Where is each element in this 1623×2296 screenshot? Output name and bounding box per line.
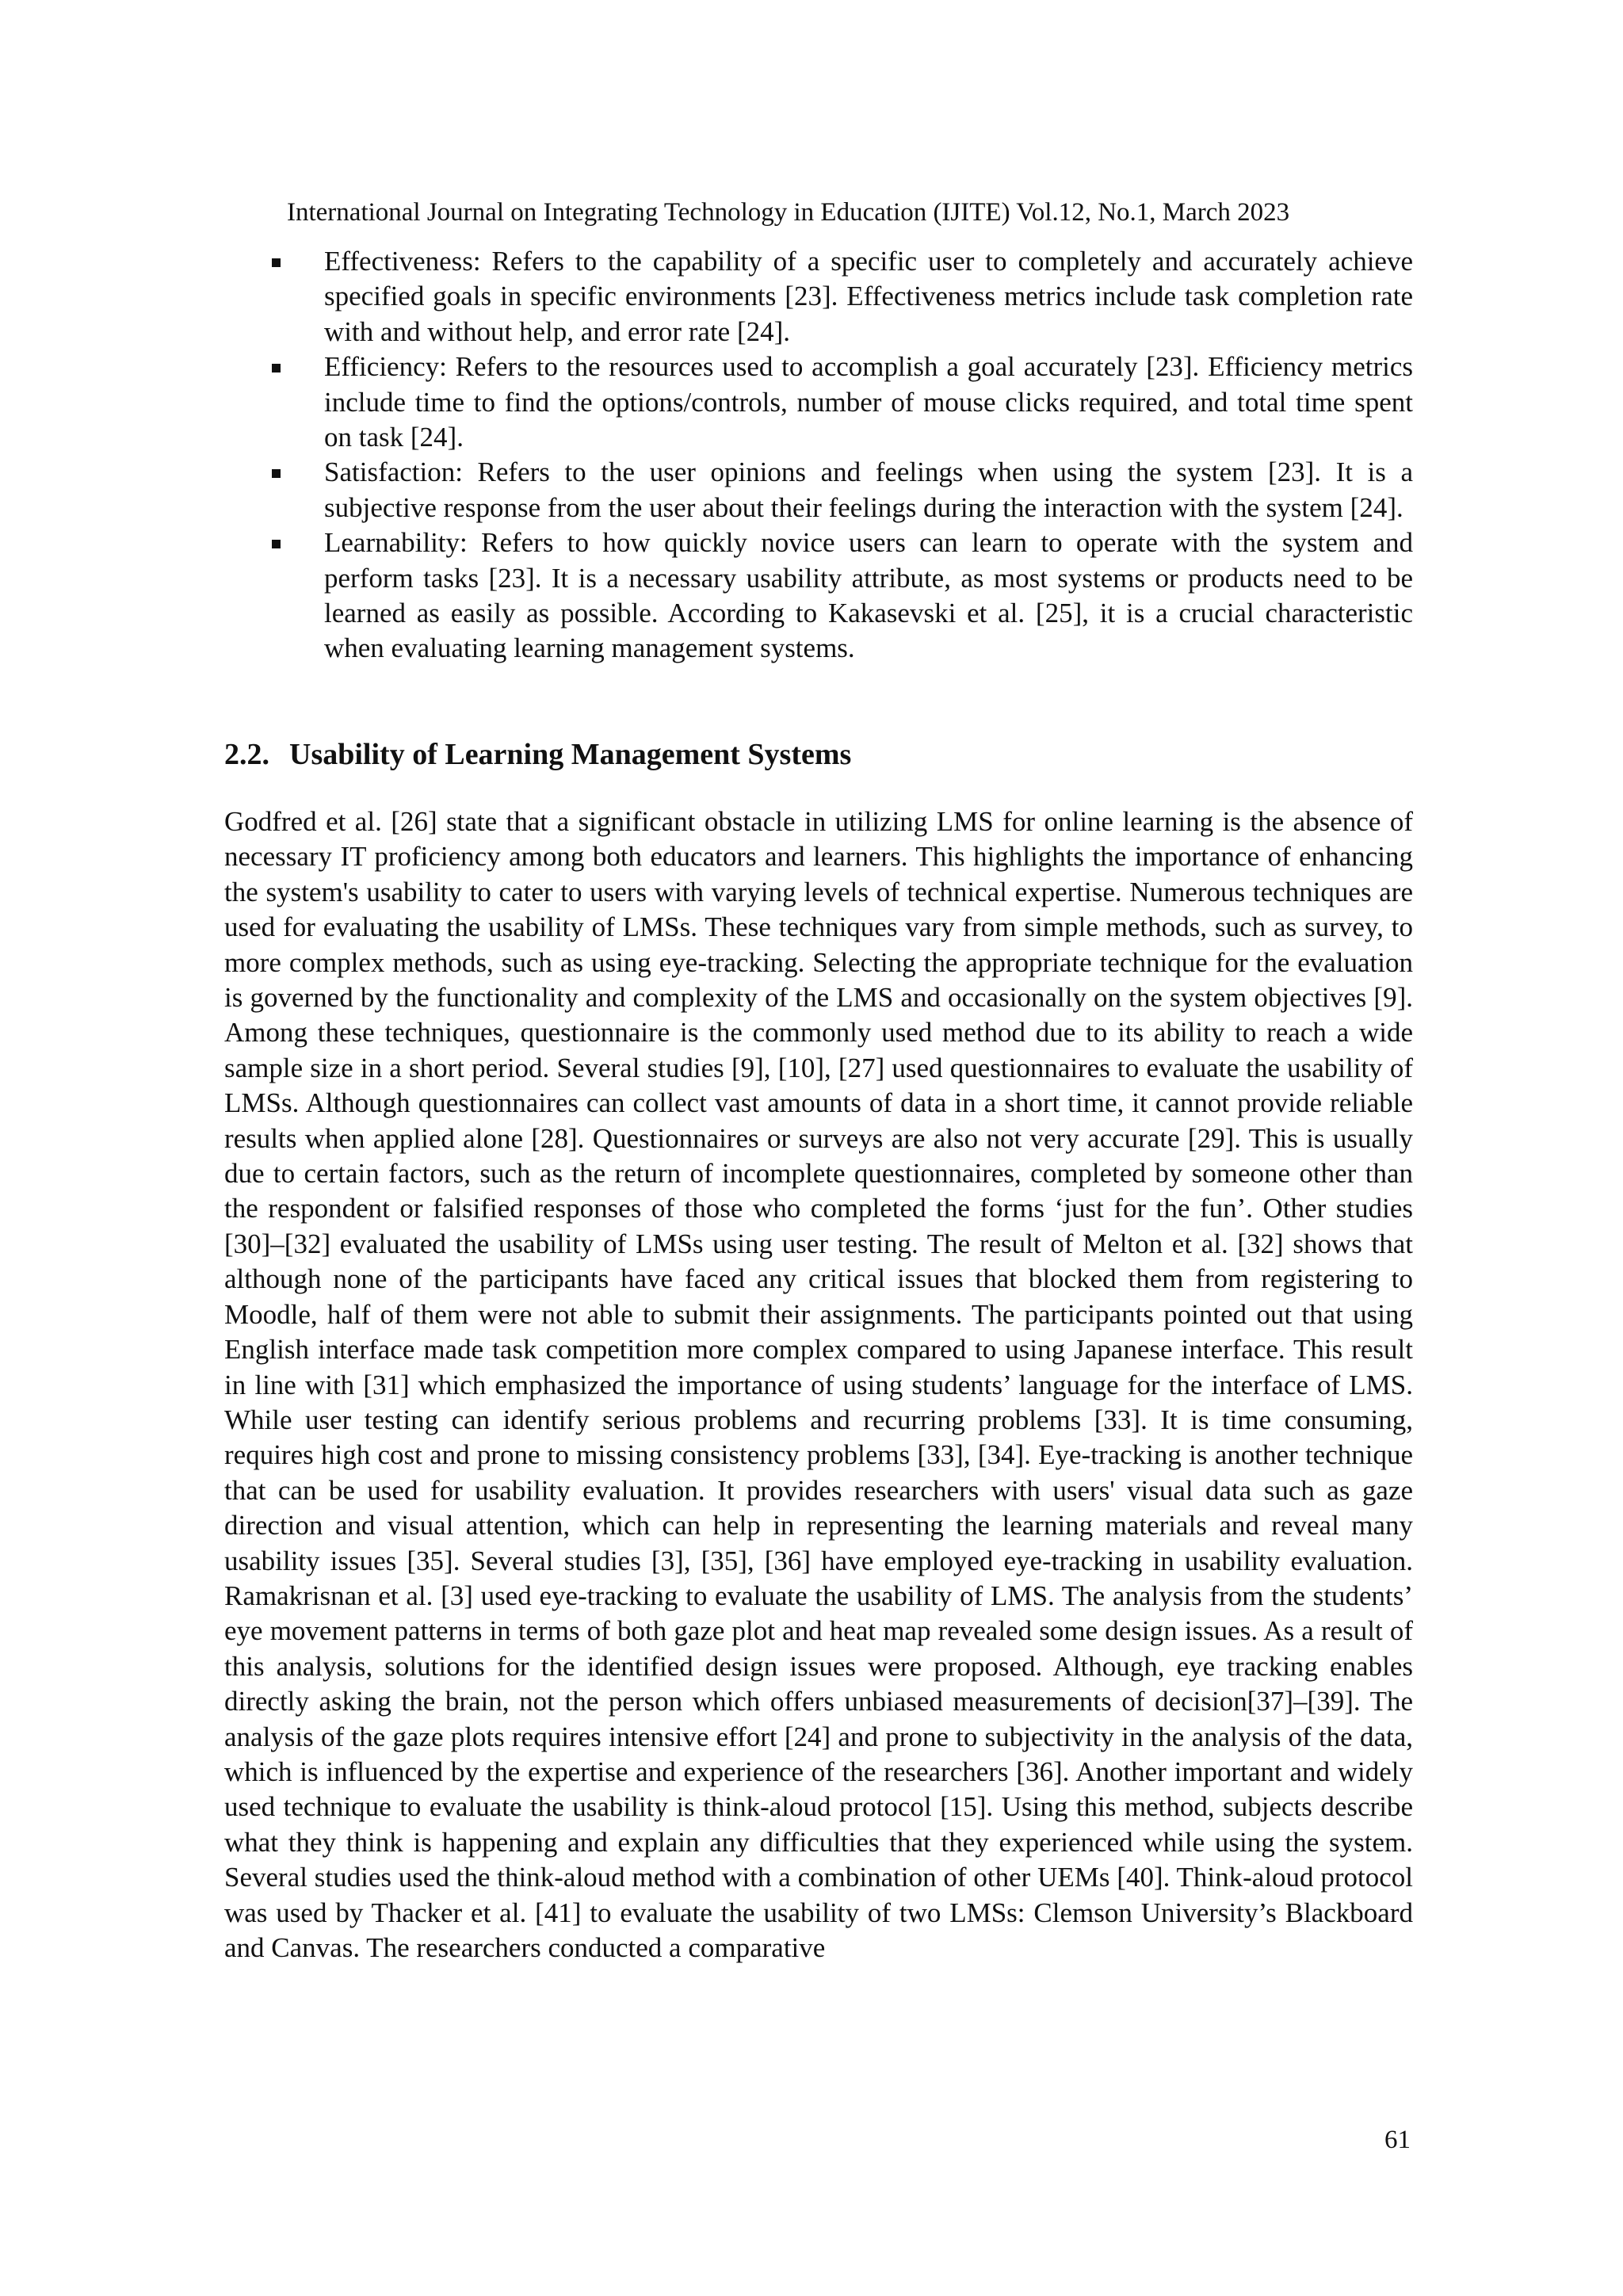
bullet-item-satisfaction xyxy=(224,455,1413,525)
section-heading xyxy=(224,735,1413,774)
section-number: 2.2. xyxy=(224,738,269,771)
body-paragraph: Godfred et al. [26] state that a significant obstacle in utilizing LMS for online learning is the absence of necessary IT proficiency among both educators and learners. This highlights the importance of enhancing the system's usability to cater to users with varying levels of technical expertise. Numerous techniques are used for evaluating the usability of LMSs. These techniques vary from simple methods, such as survey, to more complex methods, such as using eye-tracking. Selecting the appropriate technique for the evaluation is governed by the functionality and complexity of the LMS and occasionally on the system objectives [9]. Among these techniques, questionnaire is the commonly used method due to its ability to reach a wide sample size in a short period. Several studies [9], [10], [27] used questionnaires to evaluate the usability of LMSs. Although questionnaires can collect vast amounts of data in a short time, it cannot provide reliable results when applied alone [28]. Questionnaires or surveys are also not very accurate [29]. This is usually due to certain factors, such as the return of incomplete questionnaires, completed by someone other than the respondent or falsified responses of those who completed the forms ‘just for the fun’. Other studies [30]–[32] evaluated the usability of LMSs using user testing. The result of Melton et al. [32] shows that although none of the participants have faced any critical issues that blocked them from registering to Moodle, half of them were not able to submit their assignments. The participants pointed out that using English interface made task competition more complex compared to using Japanese interface. This result in line with [31] which emphasized the importance of using students’ language for the interface of LMS. While user testing can identify serious problems and recurring problems [33]. It is time consuming, requires high cost and prone to missing consistency problems [33], [34]. Eye-tracking is another technique that can be used for usability evaluation. It provides researchers with users' visual data such as gaze direction and visual attention, which can help in representing the learning materials and reveal many usability issues [35]. Several studies [3], [35], [36] have employed eye-tracking in usability evaluation. Ramakrisnan et al. [3] used eye-tracking to evaluate the usability of LMS. The analysis from the students’ eye movement patterns in terms of both gaze plot and heat map revealed some design issues. As a result of this analysis, solutions for the identified design issues were proposed. Although, eye tracking enables directly asking the brain, not the person which offers unbiased measurements of decision[37]–[39]. The analysis of the gaze plots requires intensive effort [24] and prone to subjectivity in the analysis of the data, which is influenced by the expertise and experience of the researchers [36]. Another important and widely used technique to evaluate the usability is think-aloud protocol [15]. Using this method, subjects describe what they think is happening and explain any difficulties that they experienced while using the system. Several studies used the think-aloud method with a combination of other UEMs [40]. Think-aloud protocol was used by Thacker et al. [41] to evaluate the usability of two LMSs: Clemson University’s Blackboard and Canvas. The researchers conducted a comparative xyxy=(224,806,1413,1963)
running-header: International Journal on Integrating Technology in Education (IJITE) Vol.12, No.1, March 2023 xyxy=(287,198,1290,227)
square-bullet-icon xyxy=(272,258,281,267)
bullet-text: Effectiveness: Refers to the capability of a specific user to completely and accurately achieve specified goals in specific environments [23]. Effectiveness metrics include task completion rate with and without help, and error rate [24]. xyxy=(324,246,1413,347)
usability-attributes-list xyxy=(224,244,1413,667)
page-number: 61 xyxy=(1384,2126,1411,2154)
bullet-item-effectiveness xyxy=(224,244,1413,350)
bullet-text: Efficiency: Refers to the resources used to accomplish a goal accurately [23]. Efficiency metrics include time to find the options/controls, number of mouse clicks required, and total time spent on task [24]. xyxy=(324,351,1413,453)
square-bullet-icon xyxy=(272,469,281,478)
square-bullet-icon xyxy=(272,540,281,548)
square-bullet-icon xyxy=(272,364,281,372)
bullet-item-efficiency xyxy=(224,350,1413,455)
bullet-text: Satisfaction: Refers to the user opinions and feelings when using the system [23]. It is a subjective response from the user about their feelings during the interaction with the system [24]. xyxy=(324,457,1413,523)
bullet-item-learnability xyxy=(224,525,1413,667)
bullet-text: Learnability: Refers to how quickly novice users can learn to operate with the system and perform tasks [23]. It is a necessary usability attribute, as most systems or products need to be learned as easily as possible. According to Kakasevski et al. [25], it is a crucial characteristic when evaluating learning management systems. xyxy=(324,527,1413,664)
section-title: Usability of Learning Management Systems xyxy=(289,738,852,771)
